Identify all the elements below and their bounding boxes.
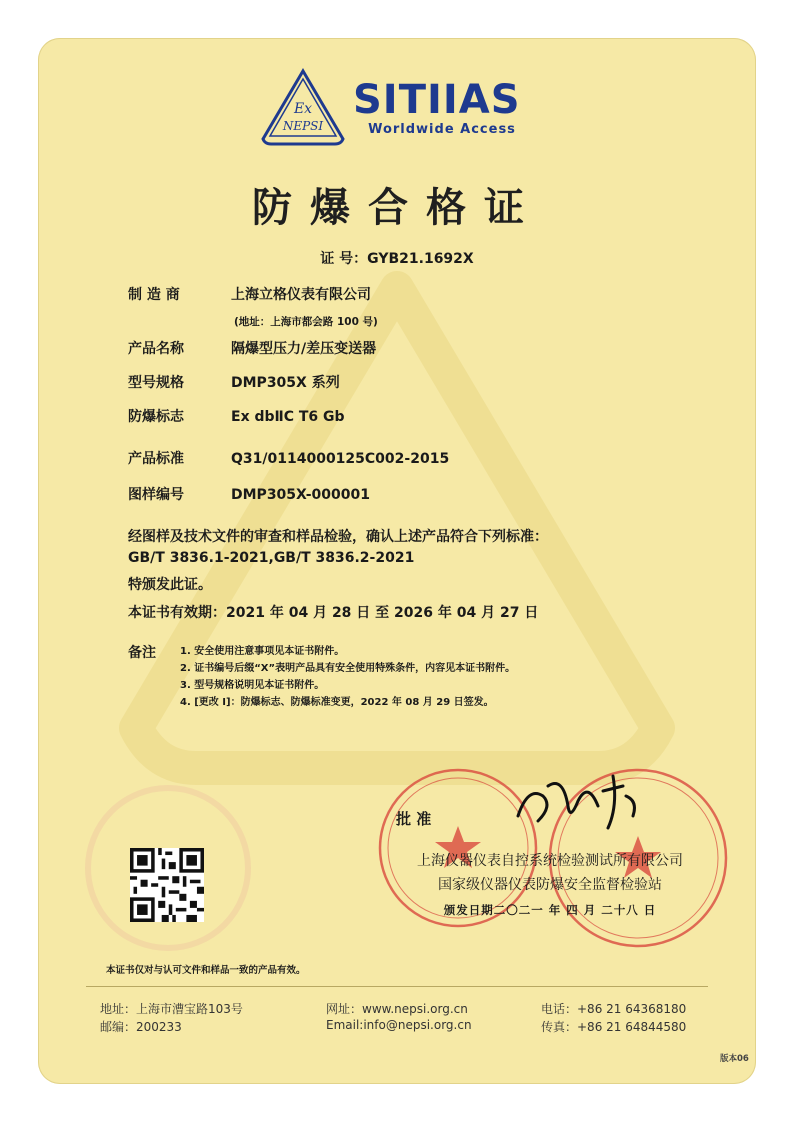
qr-code (130, 848, 204, 922)
note-item: 3. 型号规格说明见本证书附件。 (180, 680, 325, 691)
field-label: 制 造 商 (128, 287, 180, 303)
field-value: DMP305X-000001 (231, 487, 370, 503)
field-ex-marking (128, 406, 345, 426)
field-product-name (128, 338, 376, 358)
validity-period: 本证书有效期：2021 年 04 月 28 日 至 2026 年 04 月 27 日 (128, 605, 539, 621)
field-value: 隔爆型压力/差压变送器 (231, 341, 377, 357)
field-value: 上海立格仪表有限公司 (231, 287, 371, 303)
certificate-number (38, 248, 756, 268)
field-label: 型号规格 (128, 375, 184, 391)
sitiias-logo: SITIIAS (353, 77, 521, 123)
footer-email: Email:info@nepsi.org.cn (326, 1018, 472, 1032)
footer-postcode: 邮编：200233 (100, 1020, 182, 1034)
certificate-title: 防爆合格证 (252, 185, 542, 231)
svg-text:NEPSI: NEPSI (282, 119, 324, 133)
issued-line: 特颁发此证。 (128, 577, 212, 593)
field-label: 图样编号 (128, 487, 184, 503)
note-item: 1. 安全使用注意事项见本证书附件。 (180, 646, 345, 657)
organization-name: 上海仪器仪表自控系统检验测试所有限公司 (417, 853, 683, 869)
footer-phone: 电话：+86 21 64368180 (541, 1002, 687, 1016)
field-label: 防爆标志 (128, 409, 184, 425)
certificate (38, 38, 756, 1084)
field-label: 产品名称 (128, 341, 184, 357)
approval-label: 批 准 (396, 810, 432, 828)
cert-no-value: GYB21.1692X (367, 251, 474, 267)
svg-text:Ex: Ex (293, 101, 313, 117)
cert-no-label: 证 号： (320, 251, 368, 267)
organization-station: 国家级仪器仪表防爆安全监督检验站 (438, 877, 662, 893)
validity-note: 本证书仅对与认可文件和样品一致的产品有效。 (106, 965, 306, 976)
field-manufacturer (128, 284, 371, 304)
field-model (128, 372, 340, 392)
signature (508, 766, 648, 836)
note-item: 2. 证书编号后缀“X”表明产品具有安全使用特殊条件，内容见本证书附件。 (180, 663, 516, 674)
manufacturer-address: (地址：上海市都会路 100 号) (234, 316, 378, 328)
issue-date: 颁发日期二〇二一 年 四 月 二十八 日 (443, 903, 657, 917)
sitiias-tagline: Worldwide Access (368, 122, 516, 137)
field-product-standard (128, 448, 449, 468)
field-label: 产品标准 (128, 451, 184, 467)
footer-website: 网址：www.nepsi.org.cn (326, 1002, 468, 1016)
footer-fax: 传真：+86 21 64844580 (541, 1020, 687, 1034)
field-value: DMP305X 系列 (231, 375, 340, 391)
nepsi-logo (259, 67, 347, 147)
statement: 经图样及技术文件的审查和样品检验，确认上述产品符合下列标准： (128, 529, 548, 545)
footer-address: 地址：上海市漕宝路103号 (100, 1002, 243, 1016)
field-value: Q31/0114000125C002-2015 (231, 451, 450, 467)
notes-label: 备注 (128, 645, 156, 661)
field-drawing-number (128, 484, 370, 504)
note-item: 4. [更改 I]：防爆标志、防爆标准变更，2022 年 08 月 29 日签发。 (180, 697, 494, 708)
standards: GB/T 3836.1-2021,GB/T 3836.2-2021 (128, 550, 415, 566)
footer-divider (86, 986, 708, 987)
field-value: Ex dbⅡC T6 Gb (231, 409, 345, 425)
version-label: 版本06 (720, 1054, 749, 1064)
